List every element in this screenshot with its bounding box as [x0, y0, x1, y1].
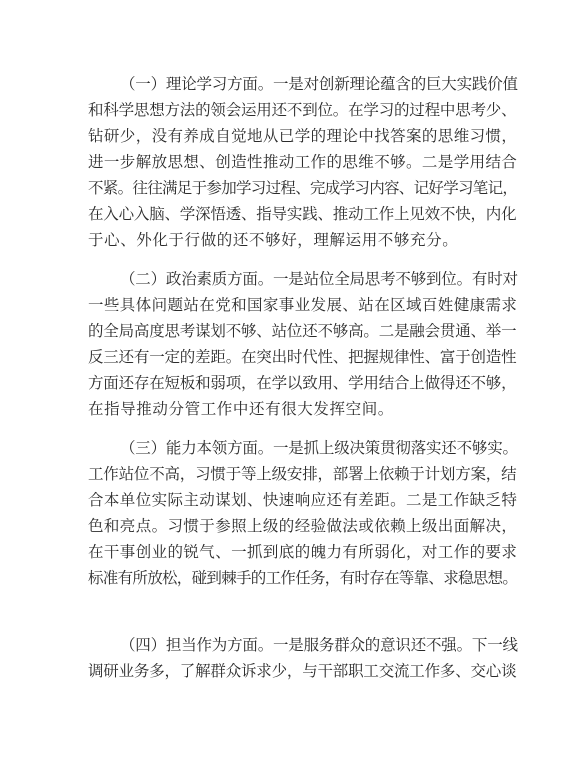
- text-line: 的全局高度思考谋划不够、站位还不够高。二是融会贯通、举一: [88, 322, 517, 340]
- text-line: 在干事创业的锐气、一抓到底的魄力有所弱化，对工作的要求: [88, 543, 518, 561]
- text-line: 于心、外化于行做的还不够好，理解运用不够充分。: [88, 231, 459, 249]
- paragraph-responsibility: [88, 632, 518, 684]
- paragraph-political-quality: [88, 266, 518, 422]
- text-line: 工作站位不高，习惯于等上级安排，部署上依赖于计划方案，结: [88, 465, 517, 483]
- text-line: 一些具体问题站在党和国家事业发展、站在区域百姓健康需求: [88, 296, 518, 314]
- text-line: 和科学思想方法的领会运用还不到位。在学习的过程中思考少、: [88, 101, 517, 119]
- text-line: 标准有所放松，碰到棘手的工作任务，有时存在等靠、求稳思想。: [88, 569, 518, 587]
- text-line: 方面还存在短板和弱项，在学以致用、学用结合上做得还不够，: [88, 374, 517, 392]
- text-line: 调研业务多，了解群众诉求少，与干部职工交流工作多、交心谈: [88, 662, 517, 680]
- text-line: 合本单位实际主动谋划、快速响应还有差距。二是工作缺乏特: [88, 491, 518, 509]
- text-line: （一）理论学习方面。一是对创新理论蕴含的巨大实践价值: [120, 75, 518, 93]
- text-line: 在指导推动分管工作中还有很大发挥空间。: [88, 400, 394, 418]
- text-line: 进一步解放思想、创造性推动工作的思维不够。二是学用结合: [88, 153, 518, 171]
- text-line: 反三还有一定的差距。在突出时代性、把握规律性、富于创造性: [88, 348, 517, 366]
- text-line: （四）担当作为方面。一是服务群众的意识还不强。下一线: [120, 636, 518, 654]
- paragraph-ability-skills: [88, 435, 518, 591]
- text-line: 在入心入脑、学深悟透、指导实践、推动工作上见效不快，内化: [88, 205, 517, 223]
- text-line: 不紧。往往满足于参加学习过程、完成学习内容、记好学习笔记，: [88, 179, 518, 197]
- text-line: （三）能力本领方面。一是抓上级决策贯彻落实还不够实。: [120, 439, 518, 457]
- paragraph-theory-study: [88, 71, 518, 253]
- text-line: 钻研少，没有养成自觉地从已学的理论中找答案的思维习惯，: [88, 127, 518, 145]
- text-line: （二）政治素质方面。一是站位全局思考不够到位。有时对: [120, 270, 518, 288]
- text-line: 色和亮点。习惯于参照上级的经验做法或依赖上级出面解决，: [88, 517, 518, 535]
